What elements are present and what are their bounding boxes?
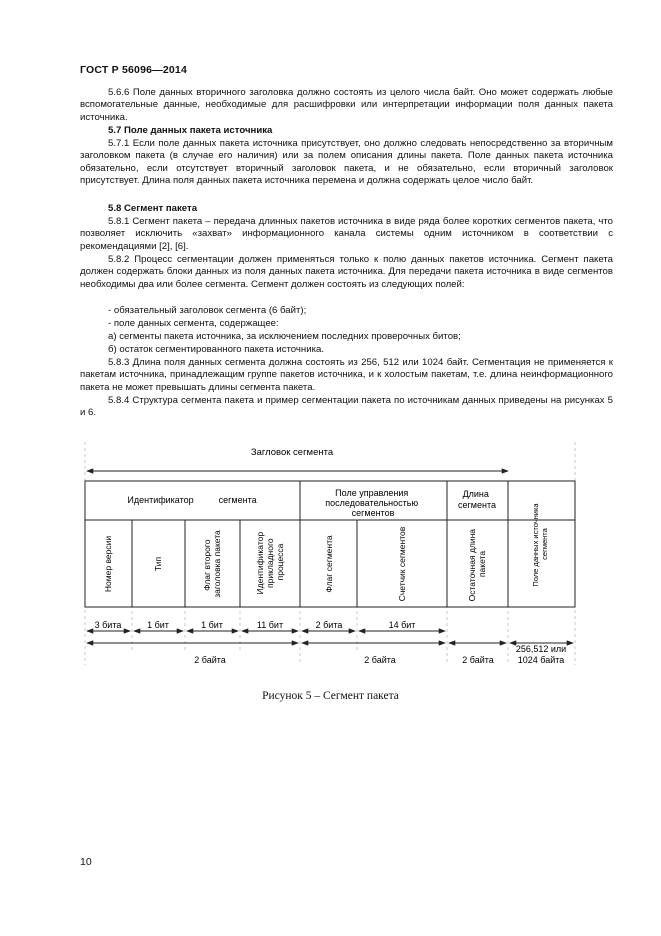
bit-width-label: 1 бит (201, 620, 223, 630)
byte-size-label: 256,512 или (515, 644, 567, 654)
bit-width-label: 1 бит (147, 620, 169, 630)
document-header: ГОСТ Р 56096—2014 (80, 64, 188, 76)
page-number: 10 (80, 856, 92, 868)
field-version-number-line: Номер версии (103, 535, 113, 593)
diagram-title: Загловок сегмента (250, 447, 334, 458)
field-segment-flag-line: Флаг сегмента (324, 535, 334, 593)
group-sequence-control (325, 488, 420, 518)
group-sequence-control-line: сегментов (351, 508, 395, 518)
paragraph-5-8-3: 5.8.3 Длина поля данных сегмента должна состоять из 256, 512 или 1024 байт. Сегментация не применяется к пакетам источника, принадлежащим группе пакетов источника, и к холостым пакетам, т.е. длина неинформационного пакета не может превышать длины сегмента пакета. (80, 357, 613, 393)
paragraph-5-7-1: 5.7.1 Если поле данных пакета источника присутствует, оно должно следовать непосредственно за вторичным заголовком пакета (в случае его наличия) или за полем описания длины пакета. Поле данных пакета источника обязательно, если отсутствует вторичный заголовок пакета, и не обязательно, если вторичный заголовок присутствует. Длина поля данных пакета источника перемена и должна содержать целое число байт. (80, 138, 613, 186)
group-source-data-field-line: Поле данных источника (531, 503, 540, 587)
field-application-process-id-line: процесса (275, 543, 285, 581)
field-secondary-header-flag-line: заголовка пакета (212, 530, 222, 598)
group-identifier: Идентификатор сегмента (127, 495, 257, 505)
byte-size-label: 1024 байта (517, 655, 565, 665)
list-item: а) сегменты пакета источника, за исключением последних проверочных битов; (108, 331, 461, 342)
bit-width-label: 3 бита (94, 620, 122, 630)
bit-width-label: 14 бит (388, 620, 416, 630)
bit-width-label: 2 бита (315, 620, 343, 630)
field-version-number (103, 536, 113, 592)
field-type-line: Тип (153, 556, 163, 572)
group-source-data-field (531, 501, 549, 586)
group-sequence-control-line: Поле управления (335, 488, 409, 498)
field-secondary-header-flag-line: Флаг второго (202, 539, 212, 591)
list-item: б) остаток сегментированного пакета источника. (108, 344, 324, 355)
field-remaining-packet-length (467, 527, 487, 602)
group-segment-length-line: сегмента (458, 500, 496, 510)
heading-5-7: 5.7 Поле данных пакета источника (108, 125, 273, 136)
paragraph-5-8-4: 5.8.4 Структура сегмента пакета и пример сегментации пакета по источникам данных приведены на рисунках 5 и 6. (80, 395, 613, 419)
field-segment-counter-line: Счетчик сегментов (397, 526, 407, 602)
heading-5-8: 5.8 Сегмент пакета (108, 203, 198, 214)
group-sequence-control-line: последовательностью (325, 498, 419, 508)
field-remaining-packet-length-line: Остаточная длина (467, 528, 477, 602)
field-remaining-packet-length-line: пакета (477, 550, 487, 578)
list-item: - обязательный заголовок сегмента (6 байт); (108, 305, 307, 316)
group-segment-length (458, 489, 496, 510)
paragraph-5-8-1: 5.8.1 Сегмент пакета – передача длинных пакетов источника в виде ряда более коротких сегментов пакета, что позволяет исключить «захват» информационного канала системы одним источником в соответствии с рекомендациями [2], [6]. (80, 216, 613, 252)
field-type (153, 557, 163, 572)
list-item: - поле данных сегмента, содержащее: (108, 318, 279, 329)
byte-size-label: 2 байта (364, 655, 396, 665)
bit-width-label: 11 бит (256, 620, 284, 630)
paragraph-5-8-2: 5.8.2 Процесс сегментации должен применяться только к полю данных пакетов источника. Сегмент пакета должен содержать блоки данных из поля данных пакета источника. Для передачи пакета источника в виде сегментов необходимы два или более сегмента. Сегмент должен состоять из следующих полей: (80, 254, 613, 290)
field-secondary-header-flag (202, 530, 222, 598)
field-application-process-id-line: Идентификатор (255, 531, 265, 595)
byte-size-label: 2 байта (462, 655, 494, 665)
paragraph-5-6-6: 5.6.6 Поле данных вторичного заголовка должно состоять из целого числа байт. Оно может содержать любые вспомогательные данные, необходимые для расшифровки или интерпретации информации поля данных пакета источника. (80, 87, 613, 123)
field-application-process-id (255, 530, 285, 595)
field-application-process-id-line: прикладного (265, 538, 275, 588)
group-segment-length-line: Длина (462, 489, 489, 499)
group-source-data-field-line: сегмента (540, 528, 549, 560)
field-segment-counter (397, 526, 407, 601)
figure-caption: Рисунок 5 – Сегмент пакета (262, 690, 399, 702)
byte-size-label: 2 байта (194, 655, 226, 665)
field-segment-flag (324, 535, 334, 592)
segment-diagram (0, 440, 661, 690)
